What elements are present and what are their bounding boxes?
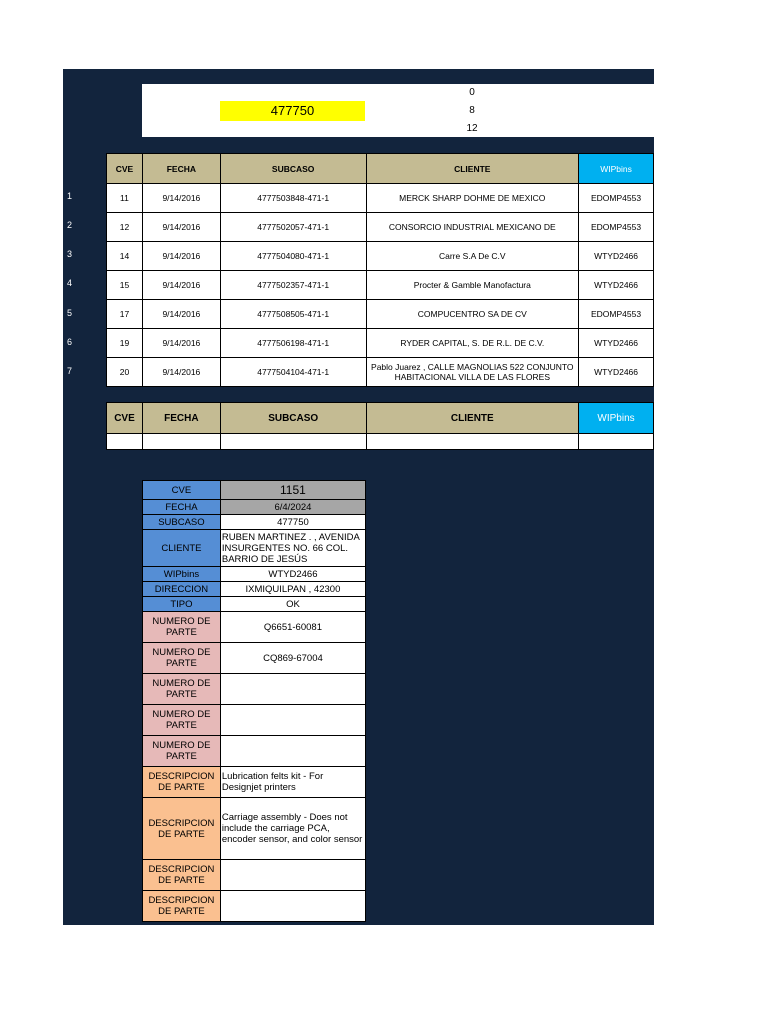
empty-cell[interactable]: [142, 434, 220, 450]
empty-cell[interactable]: [220, 434, 366, 450]
cell-wipbins[interactable]: EDOMP4553: [579, 300, 654, 329]
label-cliente: CLIENTE: [143, 530, 221, 567]
header-cve[interactable]: CVE: [107, 403, 143, 434]
cell-cve[interactable]: 15: [107, 271, 143, 300]
numero-parte-value[interactable]: [220, 674, 365, 705]
counter-value[interactable]: 8: [469, 105, 475, 116]
header-fecha[interactable]: FECHA: [142, 403, 220, 434]
table-row: [107, 434, 654, 450]
table-row: [107, 358, 654, 387]
subcaso-value[interactable]: 477750: [220, 515, 365, 530]
cell-fecha[interactable]: 9/14/2016: [142, 184, 220, 213]
header-wipbins[interactable]: WIPbins: [579, 154, 654, 184]
empty-cell[interactable]: [107, 434, 143, 450]
label-numero-parte: NUMERO DE PARTE: [143, 736, 221, 767]
label-wipbins: WIPbins: [143, 567, 221, 582]
header-cliente[interactable]: CLIENTE: [366, 403, 579, 434]
cell-subcaso[interactable]: 4777508505-471-1: [220, 300, 366, 329]
cell-cliente[interactable]: MERCK SHARP DOHME DE MEXICO: [366, 184, 579, 213]
table-row: [107, 242, 654, 271]
label-fecha: FECHA: [143, 500, 221, 515]
cell-cve[interactable]: 12: [107, 213, 143, 242]
cell-cve[interactable]: 14: [107, 242, 143, 271]
cell-subcaso[interactable]: 4777502357-471-1: [220, 271, 366, 300]
detail-form: [142, 480, 366, 922]
cell-cve[interactable]: 20: [107, 358, 143, 387]
label-descripcion-parte: DESCRIPCION DE PARTE: [143, 891, 221, 922]
label-tipo: TIPO: [143, 597, 221, 612]
cell-cliente[interactable]: Procter & Gamble Manofactura: [366, 271, 579, 300]
table-row: [107, 300, 654, 329]
empty-cell[interactable]: [579, 434, 654, 450]
label-descripcion-parte: DESCRIPCION DE PARTE: [143, 860, 221, 891]
label-direccion: DIRECCION: [143, 582, 221, 597]
header-subcaso[interactable]: SUBCASO: [220, 154, 366, 184]
empty-cell[interactable]: [366, 434, 579, 450]
header-cliente[interactable]: CLIENTE: [366, 154, 579, 184]
label-numero-parte: NUMERO DE PARTE: [143, 705, 221, 736]
cell-wipbins[interactable]: WTYD2466: [579, 242, 654, 271]
cell-subcaso[interactable]: 4777504080-471-1: [220, 242, 366, 271]
row-number: 3: [66, 249, 72, 259]
cell-fecha[interactable]: 9/14/2016: [142, 329, 220, 358]
label-cve: CVE: [143, 481, 221, 500]
cve-value[interactable]: 1151: [220, 481, 365, 500]
tipo-value[interactable]: OK: [220, 597, 365, 612]
cell-wipbins[interactable]: EDOMP4553: [579, 213, 654, 242]
cell-cliente[interactable]: Pablo Juarez , CALLE MAGNOLIAS 522 CONJUNTO HABITACIONAL VILLA DE LAS FLORES: [366, 358, 579, 387]
cell-cve[interactable]: 17: [107, 300, 143, 329]
cell-cve[interactable]: 11: [107, 184, 143, 213]
cell-fecha[interactable]: 9/14/2016: [142, 213, 220, 242]
cell-subcaso[interactable]: 4777506198-471-1: [220, 329, 366, 358]
label-numero-parte: NUMERO DE PARTE: [143, 674, 221, 705]
cell-wipbins[interactable]: WTYD2466: [579, 271, 654, 300]
numero-parte-value[interactable]: [220, 705, 365, 736]
cell-cve[interactable]: 19: [107, 329, 143, 358]
label-descripcion-parte: DESCRIPCION DE PARTE: [143, 767, 221, 798]
header-wipbins[interactable]: WIPbins: [579, 403, 654, 434]
label-descripcion-parte: DESCRIPCION DE PARTE: [143, 798, 221, 860]
cell-cliente[interactable]: Carre S.A De C.V: [366, 242, 579, 271]
label-numero-parte: NUMERO DE PARTE: [143, 643, 221, 674]
row-number: 6: [66, 337, 72, 347]
descripcion-parte-value[interactable]: [220, 891, 365, 922]
descripcion-parte-value[interactable]: [220, 860, 365, 891]
numero-parte-value[interactable]: [220, 736, 365, 767]
cell-wipbins[interactable]: WTYD2466: [579, 358, 654, 387]
cell-cliente[interactable]: CONSORCIO INDUSTRIAL MEXICANO DE: [366, 213, 579, 242]
row-number: 7: [66, 366, 72, 376]
table-row: [107, 271, 654, 300]
cell-wipbins[interactable]: EDOMP4553: [579, 184, 654, 213]
numero-parte-value[interactable]: Q6651-60081: [220, 612, 365, 643]
row-number: 1: [66, 191, 72, 201]
counter-value[interactable]: 12: [466, 123, 478, 134]
cell-subcaso[interactable]: 4777504104-471-1: [220, 358, 366, 387]
numero-parte-value[interactable]: CQ869-67004: [220, 643, 365, 674]
direccion-value[interactable]: IXMIQUILPAN , 42300: [220, 582, 365, 597]
cases-table: [106, 153, 654, 387]
fecha-value[interactable]: 6/4/2024: [220, 500, 365, 515]
table-row: [107, 213, 654, 242]
label-subcaso: SUBCASO: [143, 515, 221, 530]
cell-fecha[interactable]: 9/14/2016: [142, 242, 220, 271]
row-number: 2: [66, 220, 72, 230]
cliente-value[interactable]: RUBEN MARTINEZ . , AVENIDA INSURGENTES NO. 66 COL. BARRIO DE JESÚS: [220, 530, 365, 567]
wipbins-value[interactable]: WTYD2466: [220, 567, 365, 582]
header-fecha[interactable]: FECHA: [142, 154, 220, 184]
label-numero-parte: NUMERO DE PARTE: [143, 612, 221, 643]
counter-value[interactable]: 0: [469, 87, 475, 98]
search-table: [106, 402, 654, 450]
row-number: 5: [66, 308, 72, 318]
cell-cliente[interactable]: COMPUCENTRO SA DE CV: [366, 300, 579, 329]
row-number: 4: [66, 278, 72, 288]
cell-wipbins[interactable]: WTYD2466: [579, 329, 654, 358]
descripcion-parte-value[interactable]: Lubrication felts kit - For Designjet printers: [220, 767, 365, 798]
descripcion-parte-value[interactable]: Carriage assembly - Does not include the carriage PCA, encoder sensor, and color sensor: [220, 798, 365, 860]
header-subcaso[interactable]: SUBCASO: [220, 403, 366, 434]
highlighted-subcaso[interactable]: 477750: [220, 101, 365, 121]
cell-subcaso[interactable]: 4777503848-471-1: [220, 184, 366, 213]
table-row: [107, 184, 654, 213]
cell-subcaso[interactable]: 4777502057-471-1: [220, 213, 366, 242]
table-row: [107, 329, 654, 358]
cell-fecha[interactable]: 9/14/2016: [142, 358, 220, 387]
cell-cliente[interactable]: RYDER CAPITAL, S. DE R.L. DE C.V.: [366, 329, 579, 358]
header-cve[interactable]: CVE: [107, 154, 143, 184]
header-panel: [142, 84, 654, 137]
cell-fecha[interactable]: 9/14/2016: [142, 300, 220, 329]
cell-fecha[interactable]: 9/14/2016: [142, 271, 220, 300]
